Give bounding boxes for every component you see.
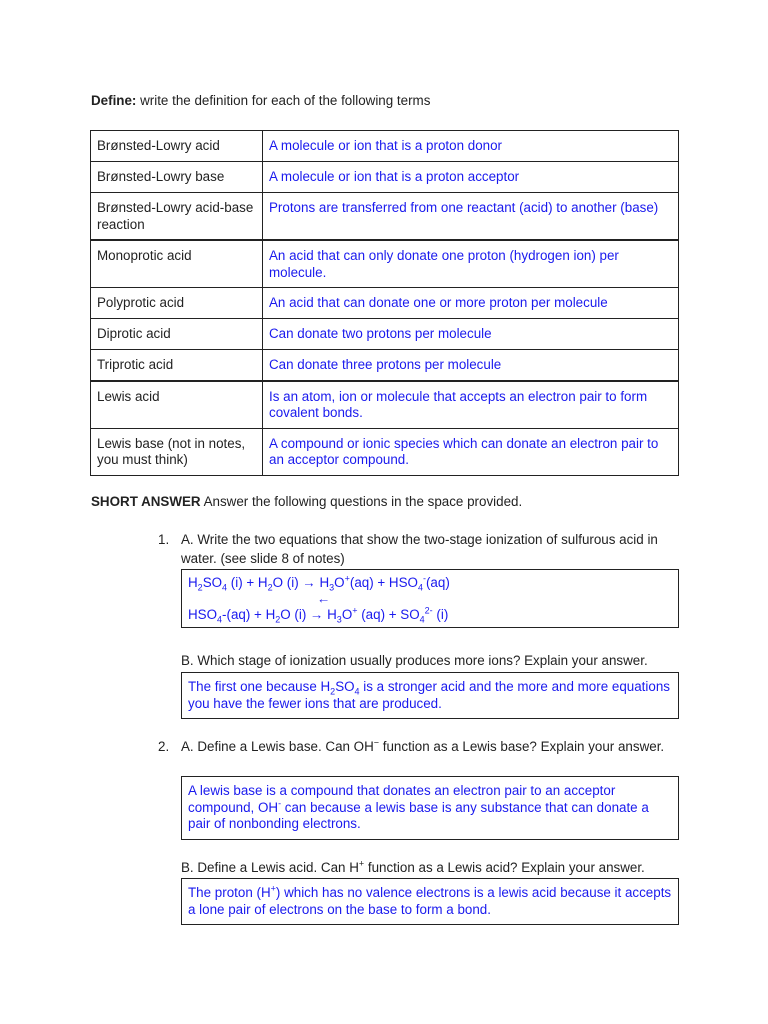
define-instruction <box>91 93 430 109</box>
definition-cell: Can donate two protons per molecule <box>263 319 679 350</box>
define-text: write the definition for each of the following terms <box>136 93 431 108</box>
table-row <box>91 381 679 429</box>
short-answer-heading <box>91 494 522 510</box>
definition-cell: A molecule or ion that is a proton acceptor <box>263 162 679 193</box>
table-row <box>91 131 679 162</box>
table-row <box>91 350 679 381</box>
q1-answer-b-box: The first one because $H_2SO_4$ is a stronger acid and the more and more equations you have the fewer ions that are produced. <box>181 672 679 719</box>
q1-equations-box <box>181 569 679 628</box>
table-row <box>91 428 679 475</box>
term-cell: Triprotic acid <box>91 350 263 381</box>
q2-answer-b-box: The proton (H+) which has no valence electrons is a lewis acid because it accepts a lone pair of electrons on the base to form a bond. <box>181 878 679 925</box>
term-cell: Lewis acid <box>91 381 263 429</box>
table-row <box>91 162 679 193</box>
term-cell: Brønsted-Lowry base <box>91 162 263 193</box>
equation-2: $HSO_4-(aq) + H_2O$ $(i) \to H_3O^+$ $(aq) + SO_4^{2-}$ (i) <box>188 605 449 625</box>
term-cell: Monoprotic acid <box>91 240 263 288</box>
short-answer-label: SHORT ANSWER <box>91 494 201 509</box>
term-cell: Brønsted-Lowry acid <box>91 131 263 162</box>
q1-part-a: A. Write the two equations that show the two-stage ionization of sulfurous acid in water. (see slide 8 of notes) <box>181 532 658 566</box>
q2-answer-a-box: A lewis base is a compound that donates an electron pair to an acceptor compound, OH- can because a lewis base is any substance that can donate a pair of nonbonding electrons. <box>181 776 679 840</box>
table-row <box>91 319 679 350</box>
definition-cell: Is an atom, ion or molecule that accepts an electron pair to form covalent bonds. <box>263 381 679 429</box>
table-row <box>91 288 679 319</box>
term-cell: Diprotic acid <box>91 319 263 350</box>
q2-part-b: B. Define a Lewis acid. Can H+ function as a Lewis acid? Explain your answer. <box>181 858 645 875</box>
question-number: 1. <box>158 532 170 547</box>
term-cell: Lewis base (not in notes, you must think) <box>91 428 263 475</box>
short-answer-instruction: Answer the following questions in the space provided. <box>200 494 523 509</box>
definition-cell: Protons are transferred from one reactant (acid) to another (base) <box>263 193 679 241</box>
q1-part-b: B. Which stage of ionization usually produces more ions? Explain your answer. <box>181 653 648 668</box>
question-number: 2. <box>158 739 170 754</box>
definition-cell: An acid that can donate one or more proton per molecule <box>263 288 679 319</box>
reverse-arrow: ← <box>317 590 331 606</box>
term-cell: Brønsted-Lowry acid-base reaction <box>91 193 263 241</box>
table-row <box>91 240 679 288</box>
definition-cell: An acid that can only donate one proton (hydrogen ion) per molecule. <box>263 240 679 288</box>
term-cell: Polyprotic acid <box>91 288 263 319</box>
definition-cell: Can donate three protons per molecule <box>263 350 679 381</box>
q2-part-a: A. Define a Lewis base. Can OH− function as a Lewis base? Explain your answer. <box>181 737 665 754</box>
definition-cell: A compound or ionic species which can donate an electron pair to an acceptor compound. <box>263 428 679 475</box>
definition-cell: A molecule or ion that is a proton donor <box>263 131 679 162</box>
definitions-table <box>90 130 679 476</box>
define-label: Define: <box>91 93 137 108</box>
table-row <box>91 193 679 241</box>
equation-1: $H_2SO_4$ $(i) + H_2O$ $(i) \to H_3O^+(aq) + HSO_4^-(aq)$ <box>188 573 450 593</box>
